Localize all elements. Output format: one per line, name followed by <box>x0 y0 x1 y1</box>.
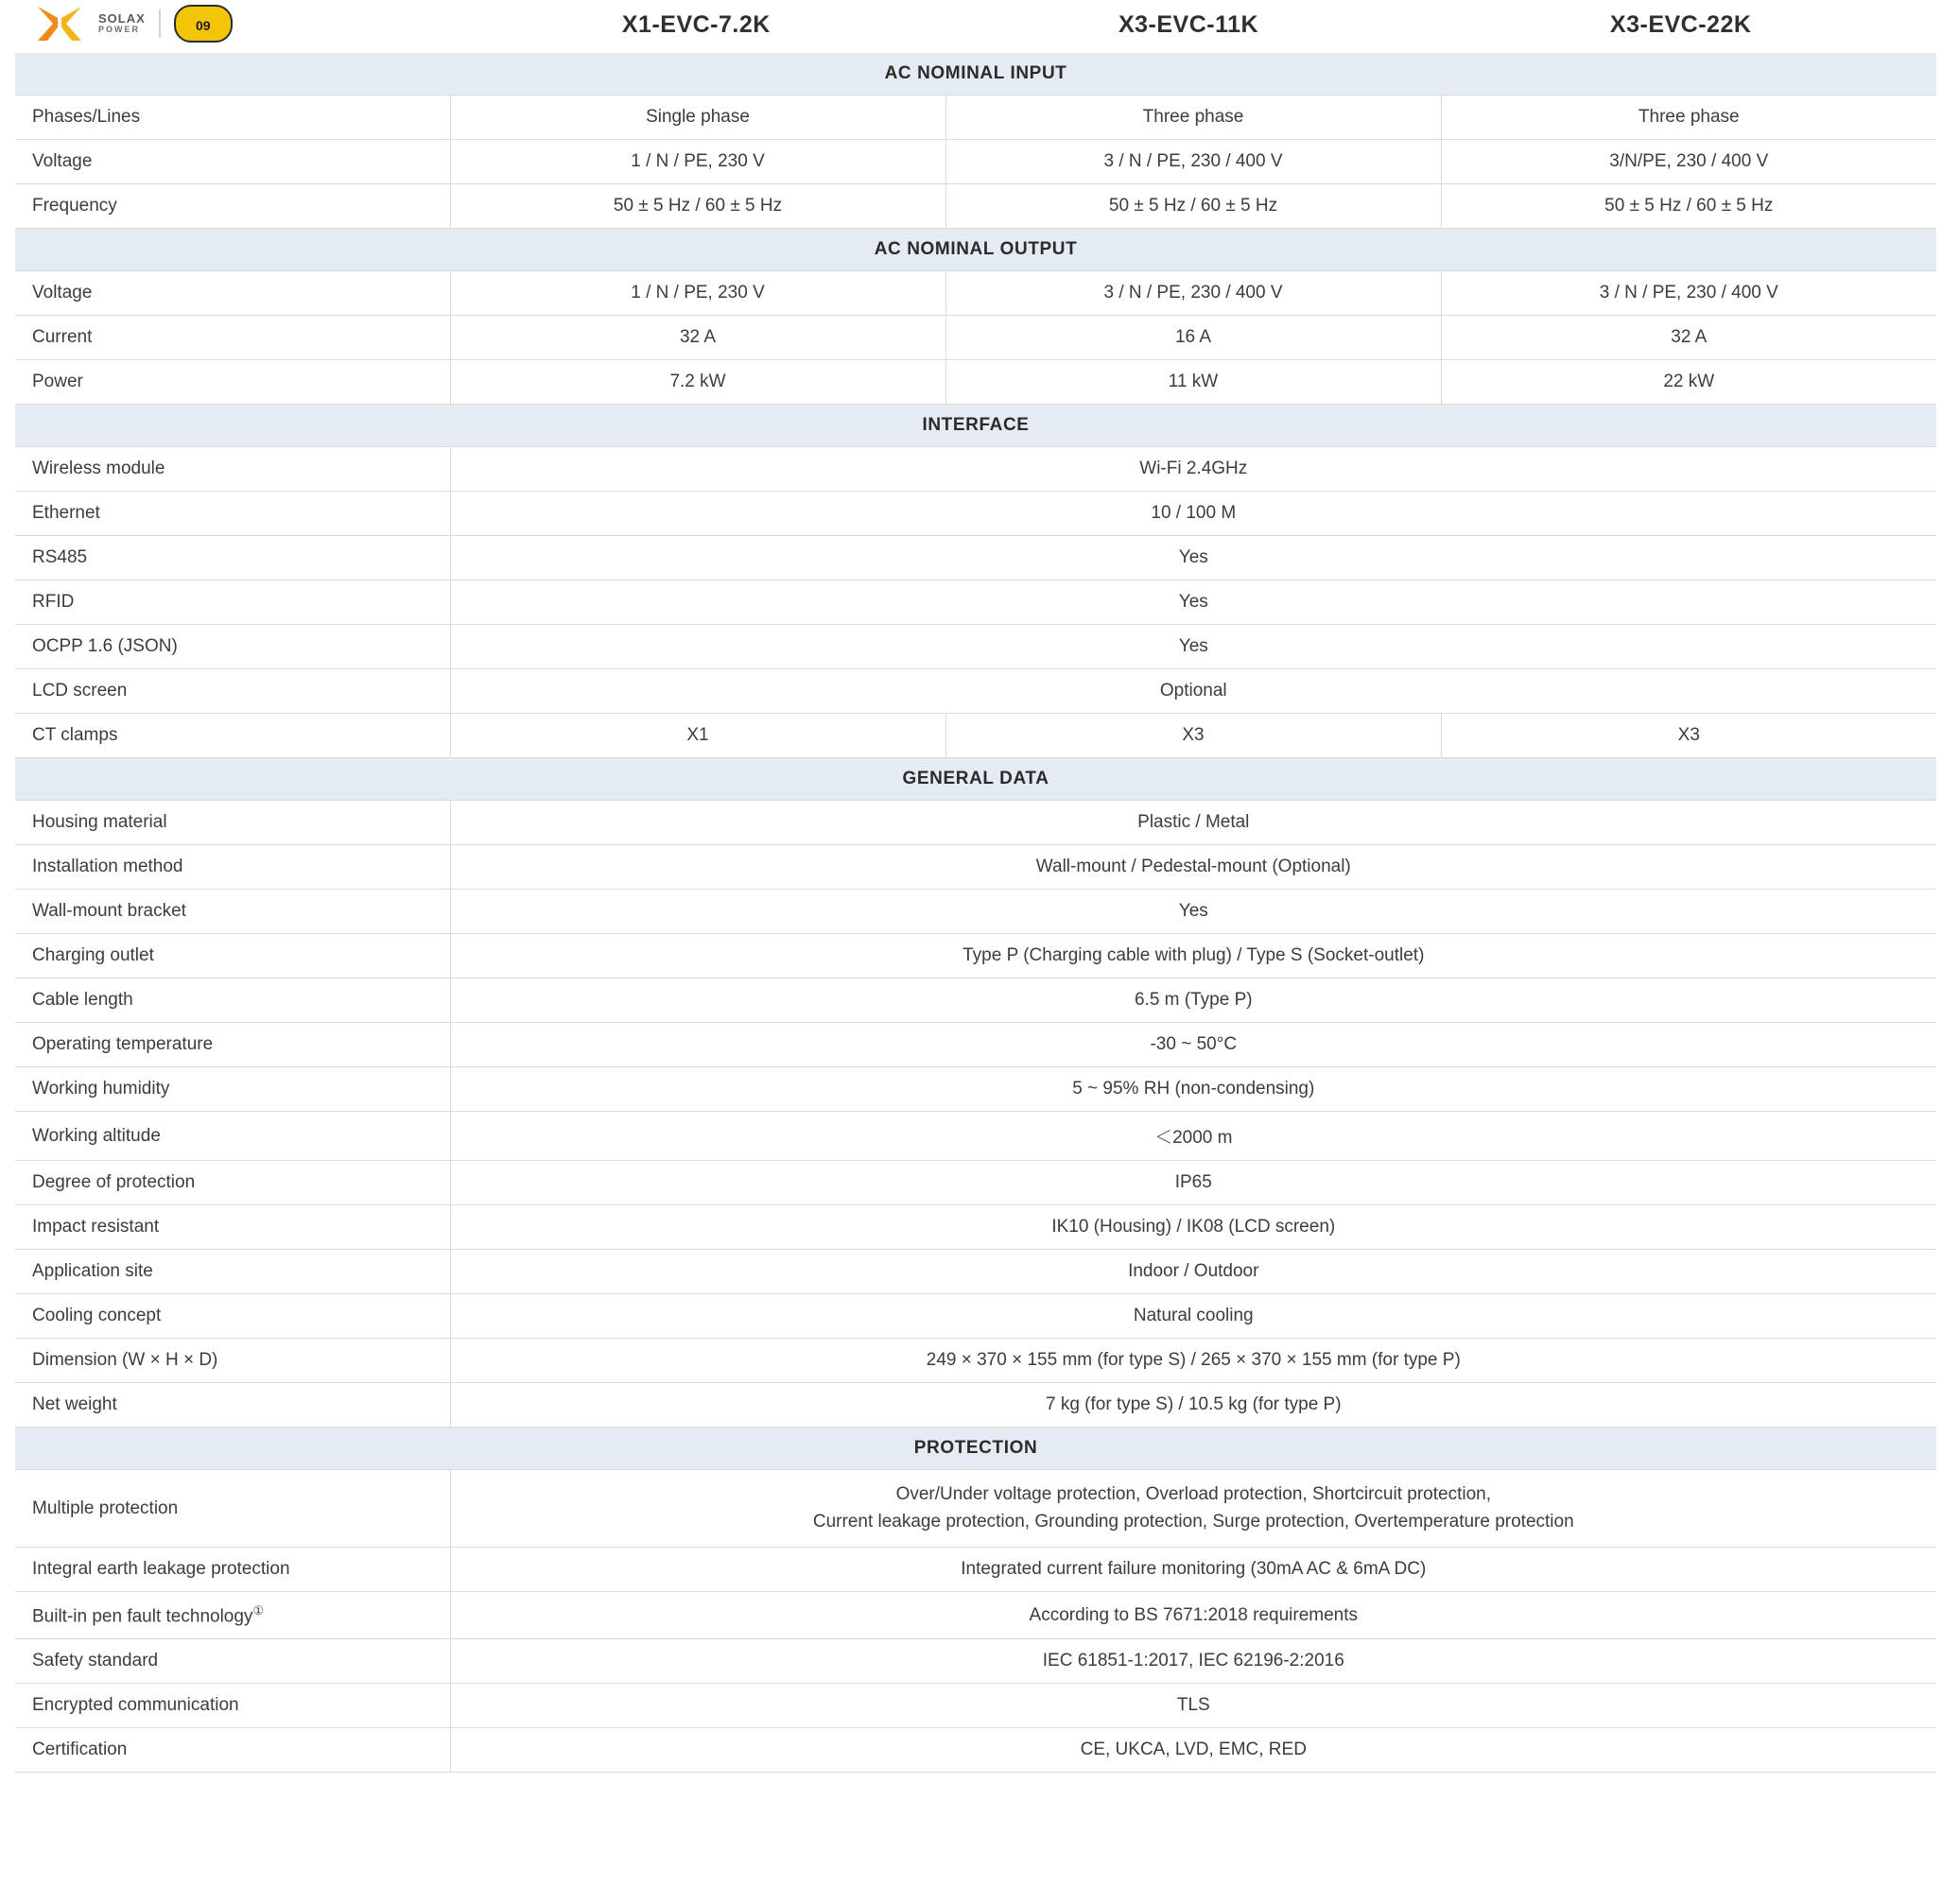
row-label-text: Integral earth leakage protection <box>32 1559 290 1579</box>
value-cell-merged: TLS <box>450 1684 1936 1728</box>
value-cell: 50 ± 5 Hz / 60 ± 5 Hz <box>450 184 945 229</box>
value-cell: Three phase <box>945 95 1441 140</box>
row-label-text: CT clamps <box>32 725 118 745</box>
value-cell: 3 / N / PE, 230 / 400 V <box>945 140 1441 184</box>
row-label-text: Certification <box>32 1740 128 1760</box>
row-label <box>15 845 450 890</box>
value-cell: 16 A <box>945 316 1441 360</box>
section-title: AC NOMINAL INPUT <box>15 53 1936 95</box>
value-cell-merged: -30 ~ 50°C <box>450 1023 1936 1067</box>
table-row <box>15 95 1936 140</box>
value-cell-merged: 249 × 370 × 155 mm (for type S) / 265 × 370 × 155 mm (for type P) <box>450 1339 1936 1383</box>
row-label-text: Net weight <box>32 1394 117 1414</box>
value-cell-merged: IK10 (Housing) / IK08 (LCD screen) <box>450 1205 1936 1250</box>
row-label-text: Wall-mount bracket <box>32 901 186 921</box>
table-row <box>15 1023 1936 1067</box>
table-row <box>15 492 1936 536</box>
footnote-marker: ① <box>252 1603 265 1618</box>
value-cell: 1 / N / PE, 230 V <box>450 271 945 316</box>
row-label <box>15 890 450 934</box>
row-label-text: LCD screen <box>32 681 128 701</box>
row-label-text: Impact resistant <box>32 1217 160 1237</box>
table-row <box>15 978 1936 1023</box>
table-row <box>15 714 1936 758</box>
table-row <box>15 934 1936 978</box>
award-badge-text: 09 <box>196 18 211 33</box>
value-cell-merged <box>450 1470 1936 1548</box>
row-label-text: Degree of protection <box>32 1172 196 1192</box>
brand-word: SOLAX <box>98 11 146 26</box>
model-title-3: X3-EVC-22K <box>1609 11 1752 38</box>
row-label-text: Dimension (W × H × D) <box>32 1350 218 1370</box>
row-label-text: RS485 <box>32 547 88 567</box>
value-cell: Single phase <box>450 95 945 140</box>
value-cell-merged: Type P (Charging cable with plug) / Type S (Socket-outlet) <box>450 934 1936 978</box>
table-row <box>15 1470 1936 1548</box>
row-label-text: Ethernet <box>32 503 100 523</box>
table-row <box>15 625 1936 669</box>
value-cell: 1 / N / PE, 230 V <box>450 140 945 184</box>
row-label-text: RFID <box>32 592 75 612</box>
table-row <box>15 1592 1936 1639</box>
table-row <box>15 1112 1936 1161</box>
value-line: Current leakage protection, Grounding protection, Surge protection, Overtemperature protection <box>812 1511 1574 1532</box>
value-cell: 3 / N / PE, 230 / 400 V <box>1441 271 1936 316</box>
row-label <box>15 1383 450 1428</box>
brand-logo <box>15 0 450 47</box>
value-cell-merged: Wi-Fi 2.4GHz <box>450 447 1936 492</box>
value-cell-merged: ＜2000 m <box>450 1112 1936 1161</box>
value-cell: 3 / N / PE, 230 / 400 V <box>945 271 1441 316</box>
value-cell-merged: IEC 61851-1:2017, IEC 62196-2:2016 <box>450 1639 1936 1684</box>
value-cell: X1 <box>450 714 945 758</box>
table-row <box>15 1067 1936 1112</box>
sheet-header <box>15 0 1927 53</box>
table-row <box>15 140 1936 184</box>
table-row <box>15 184 1936 229</box>
section-title: INTERFACE <box>15 405 1936 447</box>
value-cell: 32 A <box>1441 316 1936 360</box>
row-label-text: Current <box>32 327 93 347</box>
value-line: Over/Under voltage protection, Overload protection, Shortcircuit protection, <box>895 1484 1491 1504</box>
row-label <box>15 1728 450 1773</box>
table-row <box>15 1548 1936 1592</box>
value-cell-merged: 5 ~ 95% RH (non-condensing) <box>450 1067 1936 1112</box>
value-cell: Three phase <box>1441 95 1936 140</box>
row-label-text: Encrypted communication <box>32 1695 239 1716</box>
table-row <box>15 360 1936 405</box>
row-label <box>15 95 450 140</box>
row-label-text: Cooling concept <box>32 1306 162 1325</box>
section-header-row <box>15 53 1936 95</box>
row-label-text: Housing material <box>32 812 167 832</box>
value-cell: X3 <box>945 714 1441 758</box>
row-label <box>15 1023 450 1067</box>
row-label <box>15 1592 450 1639</box>
row-label <box>15 140 450 184</box>
row-label-text: Wireless module <box>32 459 165 478</box>
row-label-text: Frequency <box>32 196 117 216</box>
row-label <box>15 492 450 536</box>
table-row <box>15 1161 1936 1205</box>
row-label-text: Phases/Lines <box>32 107 141 127</box>
row-label-text: Power <box>32 372 83 391</box>
row-label <box>15 271 450 316</box>
value-cell: 50 ± 5 Hz / 60 ± 5 Hz <box>1441 184 1936 229</box>
row-label <box>15 1294 450 1339</box>
value-cell-merged: According to BS 7671:2018 requirements <box>450 1592 1936 1639</box>
row-label <box>15 934 450 978</box>
table-row <box>15 1205 1936 1250</box>
model-title-2: X3-EVC-11K <box>1118 11 1259 38</box>
model-title-1: X1-EVC-7.2K <box>621 11 771 38</box>
row-label-text: Cable length <box>32 990 133 1010</box>
section-header-row <box>15 758 1936 801</box>
table-row <box>15 890 1936 934</box>
row-label <box>15 1548 450 1592</box>
section-header-row <box>15 405 1936 447</box>
row-label-text: OCPP 1.6 (JSON) <box>32 636 178 656</box>
row-label <box>15 1339 450 1383</box>
value-cell: X3 <box>1441 714 1936 758</box>
value-cell: 22 kW <box>1441 360 1936 405</box>
value-cell-merged: Optional <box>450 669 1936 714</box>
table-row <box>15 1250 1936 1294</box>
row-label <box>15 1205 450 1250</box>
row-label <box>15 1161 450 1205</box>
row-label <box>15 1250 450 1294</box>
solax-x-icon <box>34 5 85 43</box>
row-label <box>15 669 450 714</box>
value-cell-merged: Yes <box>450 536 1936 580</box>
row-label <box>15 1112 450 1161</box>
table-row <box>15 1339 1936 1383</box>
row-label <box>15 625 450 669</box>
value-cell: 11 kW <box>945 360 1441 405</box>
row-label-text: Application site <box>32 1261 153 1281</box>
value-cell-merged: Integrated current failure monitoring (30mA AC & 6mA DC) <box>450 1548 1936 1592</box>
row-label-text: Voltage <box>32 283 93 303</box>
table-row <box>15 1294 1936 1339</box>
table-row <box>15 271 1936 316</box>
row-label-text: Voltage <box>32 151 93 171</box>
row-label <box>15 360 450 405</box>
logo-divider <box>159 9 161 38</box>
row-label <box>15 1639 450 1684</box>
row-label-text: Working altitude <box>32 1125 161 1146</box>
value-cell-merged: Yes <box>450 580 1936 625</box>
table-row <box>15 316 1936 360</box>
value-cell-merged: Yes <box>450 890 1936 934</box>
row-label <box>15 580 450 625</box>
brand-subword: POWER <box>98 25 141 35</box>
table-row <box>15 1684 1936 1728</box>
table-row <box>15 1639 1936 1684</box>
value-cell-merged: Yes <box>450 625 1936 669</box>
value-cell: 7.2 kW <box>450 360 945 405</box>
brand-wordmark <box>98 12 146 34</box>
value-cell-merged: 7 kg (for type S) / 10.5 kg (for type P) <box>450 1383 1936 1428</box>
table-row <box>15 1728 1936 1773</box>
value-cell-merged: Plastic / Metal <box>450 801 1936 845</box>
row-label <box>15 1067 450 1112</box>
row-label <box>15 1470 450 1548</box>
row-label-text: Working humidity <box>32 1079 170 1099</box>
value-cell: 50 ± 5 Hz / 60 ± 5 Hz <box>945 184 1441 229</box>
row-label-text: Installation method <box>32 857 183 876</box>
award-badge-icon <box>174 5 233 43</box>
table-row <box>15 536 1936 580</box>
value-cell-merged: Indoor / Outdoor <box>450 1250 1936 1294</box>
row-label-text: Charging outlet <box>32 945 154 965</box>
row-label <box>15 316 450 360</box>
value-cell-merged: IP65 <box>450 1161 1936 1205</box>
table-row <box>15 669 1936 714</box>
value-cell-merged: 6.5 m (Type P) <box>450 978 1936 1023</box>
table-row <box>15 1383 1936 1428</box>
specifications-table <box>15 53 1936 1773</box>
section-header-row <box>15 1428 1936 1470</box>
table-row <box>15 801 1936 845</box>
value-cell-merged: CE, UKCA, LVD, EMC, RED <box>450 1728 1936 1773</box>
value-cell-merged: 10 / 100 M <box>450 492 1936 536</box>
row-label-text: Multiple protection <box>32 1497 179 1518</box>
row-label <box>15 447 450 492</box>
row-label <box>15 536 450 580</box>
row-label <box>15 801 450 845</box>
value-cell-merged: Natural cooling <box>450 1294 1936 1339</box>
row-label-text: Operating temperature <box>32 1034 214 1054</box>
section-title: GENERAL DATA <box>15 758 1936 801</box>
row-label <box>15 1684 450 1728</box>
table-row <box>15 580 1936 625</box>
value-cell-merged: Wall-mount / Pedestal-mount (Optional) <box>450 845 1936 890</box>
row-label <box>15 714 450 758</box>
model-header-row <box>450 0 1927 39</box>
table-row <box>15 447 1936 492</box>
row-label <box>15 184 450 229</box>
row-label-text: Built-in pen fault technology <box>32 1606 253 1627</box>
value-cell: 3/N/PE, 230 / 400 V <box>1441 140 1936 184</box>
row-label-text: Safety standard <box>32 1651 159 1671</box>
table-row <box>15 845 1936 890</box>
section-title: PROTECTION <box>15 1428 1936 1470</box>
section-header-row <box>15 229 1936 271</box>
section-title: AC NOMINAL OUTPUT <box>15 229 1936 271</box>
value-cell: 32 A <box>450 316 945 360</box>
row-label <box>15 978 450 1023</box>
